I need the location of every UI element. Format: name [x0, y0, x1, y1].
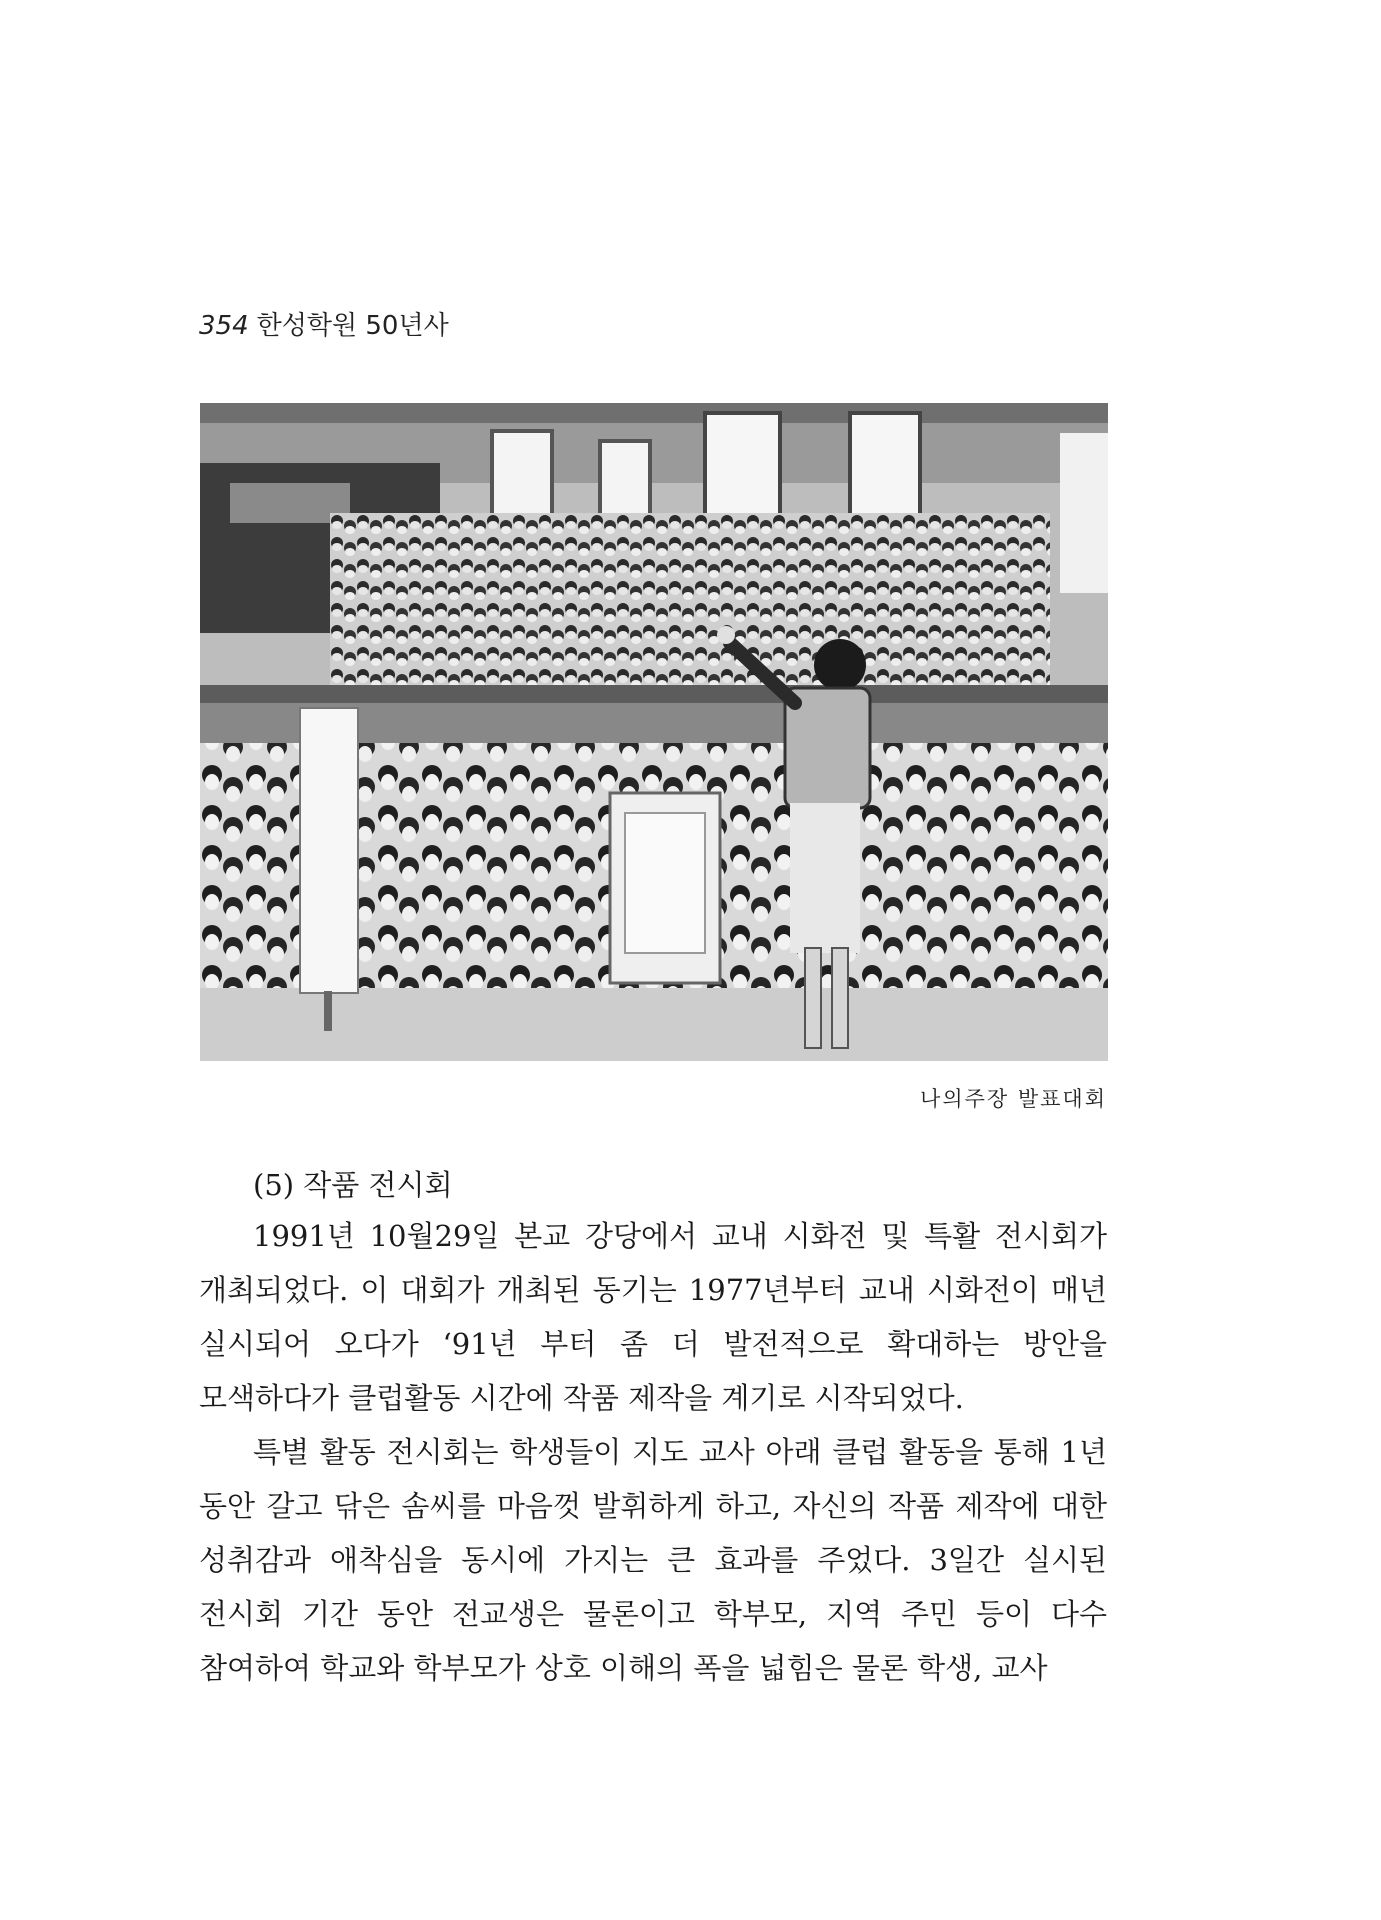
section-heading: (5) 작품 전시회: [253, 1168, 453, 1202]
event-photo: [200, 403, 1108, 1061]
body-paragraph-1: [199, 1209, 1107, 1425]
paragraph-text: 1991년 10월29일 본교 강당에서 교내 시화전 및 특활 전시회가 개최되었다. 이 대회가 개최된 동기는 1977년부터 교내 시화전이 매년 실시되어 오다가 ‘91년 부터 좀 더 발전적으로 확대하는 방안을 모색하다가 클럽활동 시간에 작품 제작을 계기로 시작되었다.: [199, 1219, 1107, 1415]
book-title: 한성학원 50년사: [256, 311, 449, 341]
photo-caption: 나의주장 발표대회: [920, 1087, 1107, 1111]
page-number: 354: [199, 311, 249, 341]
paragraph-text: 특별 활동 전시회는 학생들이 지도 교사 아래 클럽 활동을 통해 1년 동안 갈고 닦은 솜씨를 마음껏 발휘하게 하고, 자신의 작품 제작에 대한 성취감과 애착심을 동시에 가지는 큰 효과를 주었다. 3일간 실시된 전시회 기간 동안 전교생은 물론이고 학부모, 지역 주민 등이 다수 참여하여 학교와 학부모가 상호 이해의 폭을 넓힘은 물론 학생, 교사: [199, 1435, 1107, 1685]
running-header: [199, 305, 449, 342]
body-paragraph-2: [199, 1425, 1107, 1695]
